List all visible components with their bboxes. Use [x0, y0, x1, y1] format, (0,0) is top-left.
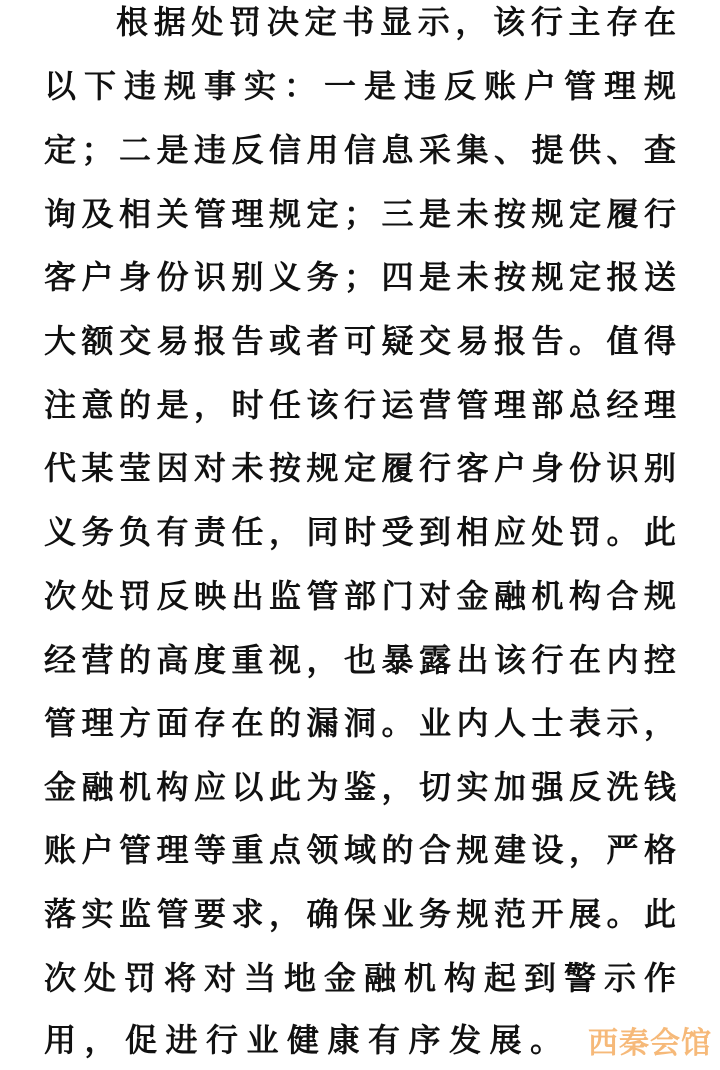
paragraph-line: 经营的高度重视，也暴露出该行在内控 [44, 641, 676, 679]
paragraph-line: 落实监管要求，确保业务规范开展。此 [44, 895, 676, 933]
paragraph-line: 账户管理等重点领域的合规建设，严格 [44, 831, 676, 869]
paragraph-line: 代某莹因对未按规定履行客户身份识别 [44, 449, 676, 487]
paragraph-line: 用，促进行业健康有序发展。 [44, 1021, 571, 1059]
watermark-logo: 西秦会馆 [588, 1026, 712, 1061]
paragraph-line: 管理方面存在的漏洞。业内人士表示， [44, 704, 676, 742]
paragraph-line: 询及相关管理规定；三是未按规定履行 [44, 195, 676, 233]
paragraph-line: 次处罚反映出监管部门对金融机构合规 [44, 577, 676, 615]
paragraph-line: 客户身份识别义务；四是未按规定报送 [44, 258, 676, 296]
paragraph-line: 金融机构应以此为鉴，切实加强反洗钱 [44, 768, 676, 806]
paragraph-line: 大额交易报告或者可疑交易报告。值得 [44, 322, 676, 360]
paragraph-line: 根据处罚决定书显示，该行主存在 [116, 3, 676, 41]
paragraph-line: 以下违规事实：一是违反账户管理规 [44, 67, 676, 105]
paragraph-line: 定；二是违反信用信息采集、提供、查 [44, 131, 676, 169]
paragraph-line: 次处罚将对当地金融机构起到警示作 [44, 959, 676, 997]
paragraph-line: 义务负有责任，同时受到相应处罚。此 [44, 513, 676, 551]
paragraph-line: 注意的是，时任该行运营管理部总经理 [44, 386, 676, 424]
